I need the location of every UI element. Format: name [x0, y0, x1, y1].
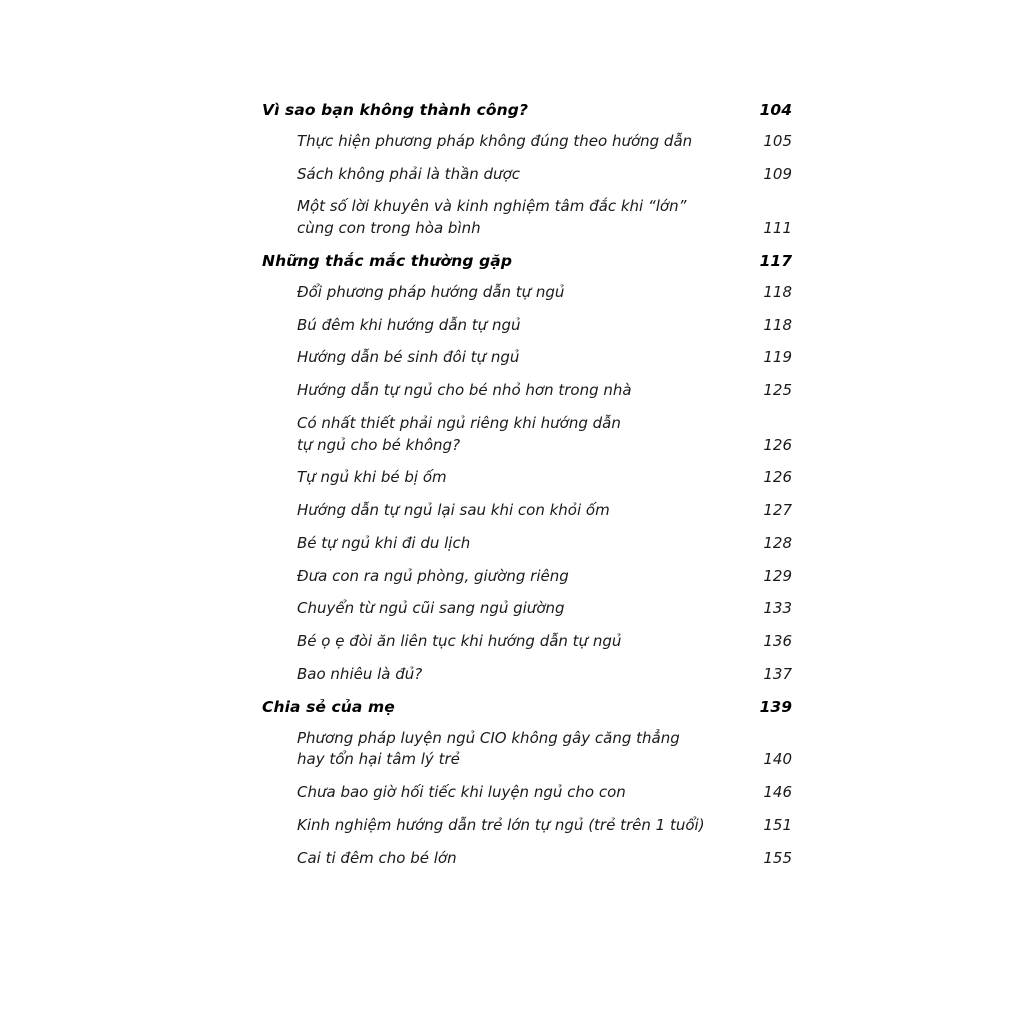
toc-entry-row[interactable] [262, 500, 792, 522]
toc-entry-row[interactable] [262, 533, 792, 555]
toc-section-heading-row[interactable] [262, 697, 792, 718]
toc-entry-title [262, 413, 746, 457]
toc-entry-title [262, 380, 746, 402]
toc-entry-title [262, 282, 746, 304]
toc-entry-title-line: Bé tự ngủ khi đi du lịch [297, 533, 471, 552]
toc-entry-page-number: 111 [763, 219, 792, 238]
toc-entry-page-number: 126 [763, 435, 792, 454]
toc-entry-page-number: 136 [763, 632, 792, 651]
toc-entry-title-line: Tự ngủ khi bé bị ốm [297, 468, 447, 487]
toc-entry-title [262, 782, 746, 804]
toc-entry-row[interactable] [262, 566, 792, 588]
toc-section-heading: Chia sẻ của mẹ [262, 697, 395, 716]
toc-entry-row[interactable] [262, 782, 792, 804]
toc-section [262, 697, 792, 870]
toc-entry-row[interactable] [262, 631, 792, 653]
toc-entry-page-number: 137 [763, 664, 792, 683]
toc-entry-page-number: 146 [763, 783, 792, 802]
toc-entry-row[interactable] [262, 815, 792, 837]
toc-entry-title [262, 500, 746, 522]
toc-entry-title-line: Đưa con ra ngủ phòng, giường riêng [297, 566, 569, 585]
toc-entry-page-number: 129 [763, 566, 792, 585]
toc-entry-row[interactable] [262, 664, 792, 686]
toc-section-page-number: 117 [759, 251, 792, 270]
toc-entry-title-line: Bé ọ ẹ đòi ăn liên tục khi hướng dẫn tự ngủ [297, 632, 622, 651]
toc-entry-title [262, 164, 746, 186]
toc-entry-page-number: 127 [763, 501, 792, 520]
toc-entry-title [262, 315, 746, 337]
toc-entry-page-number: 151 [763, 815, 792, 834]
toc-entry-title [262, 131, 746, 153]
toc-entry-title [262, 815, 746, 837]
toc-entry-title-line: Thực hiện phương pháp không đúng theo hướng dẫn [297, 131, 693, 150]
toc-section-page-number: 104 [759, 101, 792, 119]
table-of-contents [262, 100, 792, 880]
toc-entry-row[interactable] [262, 315, 792, 337]
toc-entry-title [262, 347, 746, 369]
toc-section [262, 251, 792, 686]
toc-entry-title-line: hay tổn hại tâm lý trẻ [297, 750, 460, 769]
toc-entry-title [262, 566, 746, 588]
toc-section-heading-row[interactable] [262, 100, 792, 121]
toc-entry-title [262, 598, 746, 620]
toc-entry-page-number: 109 [763, 164, 792, 183]
toc-entry-title [262, 631, 746, 653]
toc-entry-page-number: 126 [763, 468, 792, 487]
toc-entry-title-line: Hướng dẫn tự ngủ cho bé nhỏ hơn trong nhà [297, 381, 632, 400]
toc-entry-title-line: Hướng dẫn bé sinh đôi tự ngủ [297, 348, 520, 367]
toc-entry-title-line: Một số lời khuyên và kinh nghiệm tâm đắc khi “lớn” [297, 197, 687, 216]
toc-section-page-number: 139 [759, 697, 792, 716]
toc-section-heading: Vì sao bạn không thành công? [262, 101, 529, 119]
toc-entry-page-number: 105 [763, 131, 792, 150]
toc-entry-title-line: Chuyển từ ngủ cũi sang ngủ giường [297, 599, 565, 618]
toc-entry-row[interactable] [262, 347, 792, 369]
toc-entry-title-line: Cai ti đêm cho bé lớn [297, 848, 457, 867]
toc-entry-title-line: Bú đêm khi hướng dẫn tự ngủ [297, 315, 521, 334]
toc-entry-title-line: Chưa bao giờ hối tiếc khi luyện ngủ cho con [297, 783, 626, 802]
toc-entry-row[interactable] [262, 598, 792, 620]
toc-entry-page-number: 133 [763, 599, 792, 618]
toc-entry-title-line: Hướng dẫn tự ngủ lại sau khi con khỏi ốm [297, 501, 610, 520]
toc-entry-title [262, 196, 746, 240]
toc-entry-page-number: 118 [763, 282, 792, 301]
toc-entry-title [262, 848, 746, 870]
toc-entry-row[interactable] [262, 196, 792, 240]
toc-entry-row[interactable] [262, 164, 792, 186]
toc-entry-page-number: 155 [763, 848, 792, 867]
toc-entry-title-line: Có nhất thiết phải ngủ riêng khi hướng dẫn [297, 413, 621, 432]
toc-entry-page-number: 119 [763, 348, 792, 367]
toc-entry-row[interactable] [262, 728, 792, 772]
toc-section-heading-row[interactable] [262, 251, 792, 272]
toc-entry-title-line: Sách không phải là thần dược [297, 164, 520, 183]
toc-entry-page-number: 125 [763, 381, 792, 400]
toc-entry-page-number: 128 [763, 533, 792, 552]
toc-entry-page-number: 140 [763, 750, 792, 769]
toc-section [262, 100, 792, 240]
toc-entry-row[interactable] [262, 467, 792, 489]
toc-entry-title-line: Đổi phương pháp hướng dẫn tự ngủ [297, 282, 565, 301]
toc-entry-title-line: tự ngủ cho bé không? [297, 435, 461, 454]
toc-entry-title-line: Kinh nghiệm hướng dẫn trẻ lớn tự ngủ (trẻ trên 1 tuổi) [297, 815, 705, 834]
toc-entry-title [262, 533, 746, 555]
toc-entry-row[interactable] [262, 282, 792, 304]
toc-entry-title [262, 728, 746, 772]
toc-entry-title-line: Phương pháp luyện ngủ CIO không gây căng thẳng [297, 728, 680, 747]
toc-entry-title-line: cùng con trong hòa bình [297, 219, 481, 238]
toc-entry-page-number: 118 [763, 315, 792, 334]
toc-entry-title-line: Bao nhiêu là đủ? [297, 664, 423, 683]
toc-entry-row[interactable] [262, 848, 792, 870]
toc-section-heading: Những thắc mắc thường gặp [262, 251, 513, 270]
toc-entry-row[interactable] [262, 380, 792, 402]
toc-entry-row[interactable] [262, 413, 792, 457]
toc-entry-title [262, 467, 746, 489]
toc-entry-row[interactable] [262, 131, 792, 153]
toc-entry-title [262, 664, 746, 686]
